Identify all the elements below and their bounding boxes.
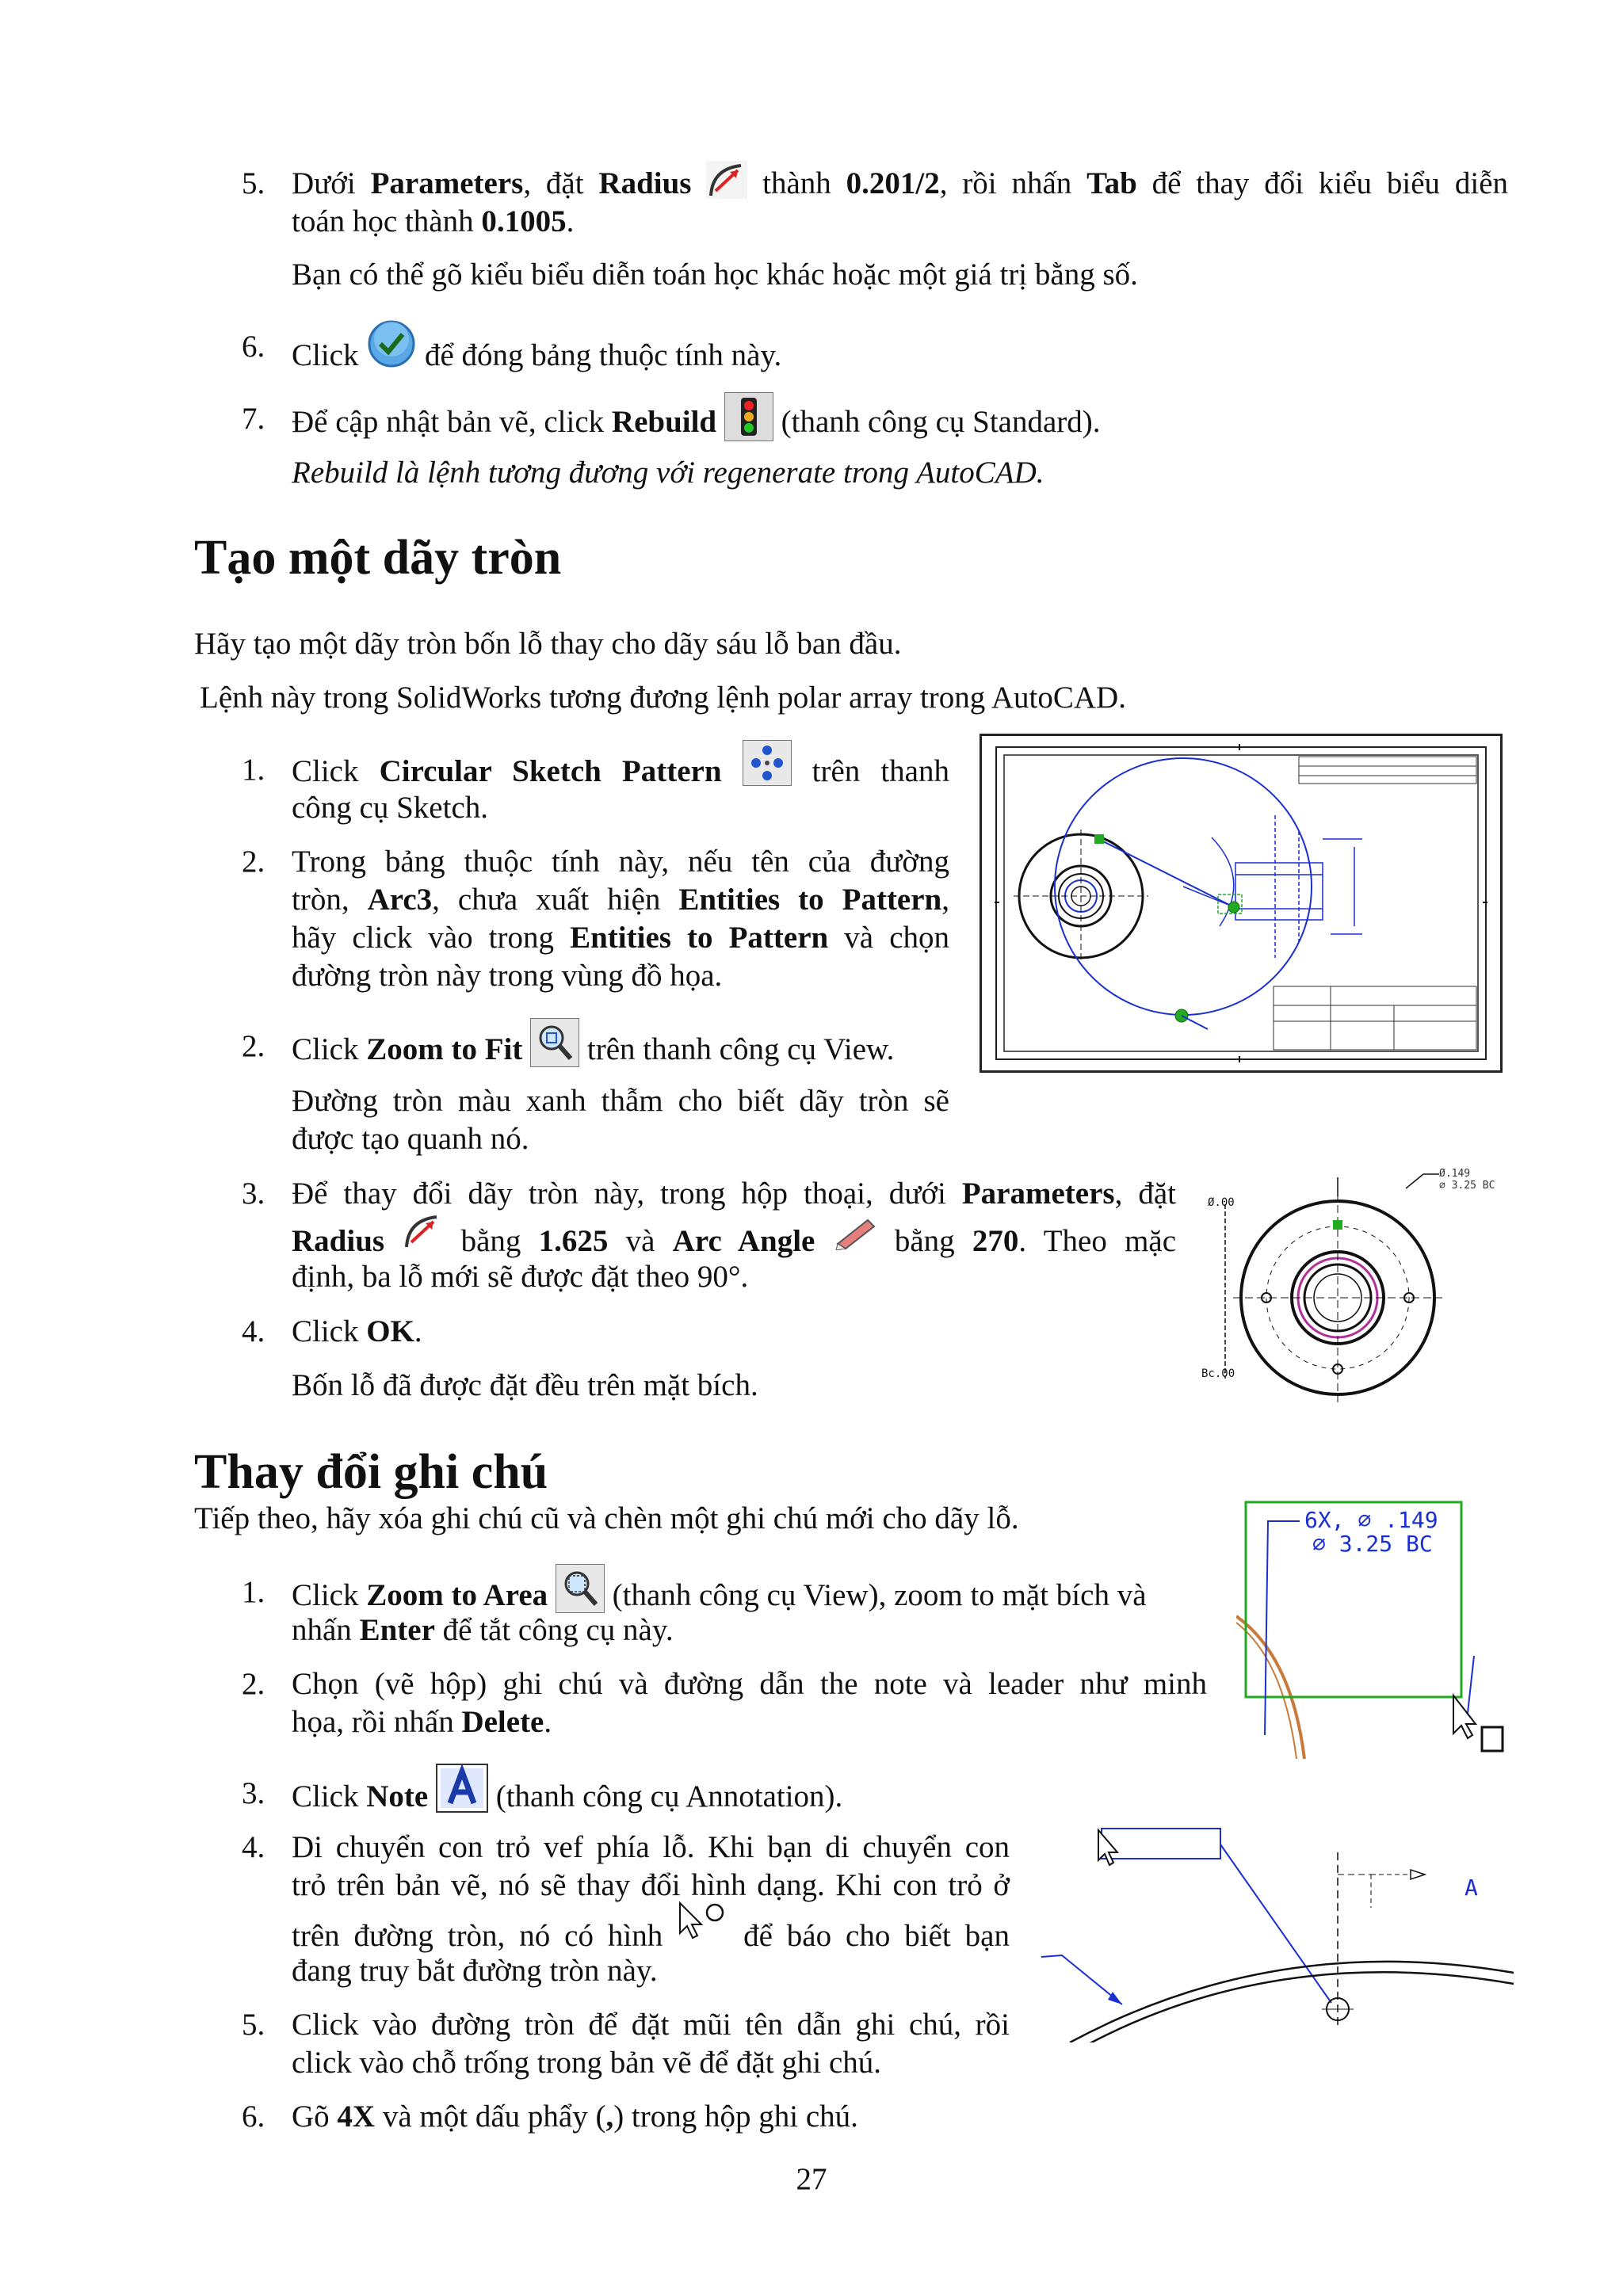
step-number: 6. xyxy=(242,2100,265,2134)
step-text: trỏ trên bản vẽ, nó sẽ thay đổi hình dạng. Khi con trỏ ở xyxy=(292,1868,1010,1902)
paragraph: Tiếp theo, hãy xóa ghi chú cũ và chèn một ghi chú mới cho dãy lỗ. xyxy=(194,1501,1019,1535)
step-number: 1. xyxy=(242,753,265,787)
radius-icon xyxy=(402,1212,443,1260)
step-5-note: Bạn có thể gõ kiểu biểu diễn toán học khác hoặc một giá trị bằng số. xyxy=(292,257,1138,292)
step-text: Click Zoom to Fit trên thanh công cụ View. xyxy=(292,1028,894,1077)
note-selection-figure xyxy=(1236,1497,1514,1767)
step-number: 5. xyxy=(242,166,265,200)
note-line-2: ⌀ 3.25 BC xyxy=(1312,1531,1433,1557)
step-number: 2. xyxy=(242,1029,265,1063)
section-heading: Thay đổi ghi chú xyxy=(194,1445,548,1499)
step-text: đường tròn này trong vùng đồ họa. xyxy=(292,959,723,993)
step-text: nhấn Enter để tắt công cụ này. xyxy=(292,1613,674,1647)
section-heading: Tạo một dãy tròn xyxy=(194,531,562,585)
drawing-sheet-figure xyxy=(980,734,1503,1073)
step-number: 5. xyxy=(242,2008,265,2042)
step-text: họa, rồi nhấn Delete. xyxy=(292,1705,552,1739)
step-number: 4. xyxy=(242,1314,265,1348)
paragraph: Hãy tạo một dãy tròn bốn lỗ thay cho dãy sáu lỗ ban đầu. xyxy=(194,627,902,661)
note-icon xyxy=(436,1764,488,1813)
dimension-label: Ø.00 xyxy=(1208,1196,1235,1209)
circular-pattern-icon xyxy=(743,740,792,786)
step-text: Radius bằng 1.625 và Arc Angle bằng 270. Theo mặc xyxy=(292,1220,1176,1268)
zoom-to-fit-icon xyxy=(530,1018,579,1067)
datum-label: A xyxy=(1465,1875,1478,1901)
dimension-label: Ø.149 ⌀ 3.25 BC xyxy=(1439,1168,1495,1192)
step-text: hãy click vào trong Entities to Pattern và chọn xyxy=(292,921,949,955)
rebuild-traffic-light-icon xyxy=(724,392,773,441)
step-text: Click Zoom to Area (thanh công cụ View), zoom to mặt bích và xyxy=(292,1573,1147,1623)
step-text: click vào chỗ trống trong bản vẽ để đặt ghi chú. xyxy=(292,2046,882,2080)
step-number: 6. xyxy=(242,330,265,364)
zoom-to-area-icon xyxy=(556,1564,605,1613)
step-text: Gõ 4X và một dấu phẩy (,) trong hộp ghi chú. xyxy=(292,2100,858,2134)
step-7-text: Để cập nhật bản vẽ, click Rebuild (thanh công cụ Standard). xyxy=(292,400,1101,449)
step-text: trên đường tròn, nó có hình để báo cho biết bạn xyxy=(292,1914,1010,1963)
leader-figure xyxy=(1038,1821,1514,2042)
note-line-1: 6X, ⌀ .149 xyxy=(1304,1507,1438,1533)
cursor-circle-snap-icon xyxy=(677,1901,729,1951)
step-number: 3. xyxy=(242,1177,265,1211)
step-text: Để thay đổi dãy tròn này, trong hộp thoại, dưới Parameters, đặt xyxy=(292,1177,1176,1211)
ok-check-icon xyxy=(366,318,417,379)
step-number: 4. xyxy=(242,1830,265,1864)
step-text: Trong bảng thuộc tính này, nếu tên của đường xyxy=(292,845,949,879)
paragraph: Lệnh này trong SolidWorks tương đương lệnh polar array trong AutoCAD. xyxy=(200,681,1126,715)
step-text: công cụ Sketch. xyxy=(292,791,489,825)
step-text: Click Circular Sketch Pattern trên thanh xyxy=(292,751,949,797)
step-6-text: Click để đóng bảng thuộc tính này. xyxy=(292,328,781,388)
step-text: Click Note (thanh công cụ Annotation). xyxy=(292,1775,842,1824)
step-number: 2. xyxy=(242,845,265,879)
step-text: Click OK. xyxy=(292,1314,422,1348)
step-note: được tạo quanh nó. xyxy=(292,1122,529,1156)
step-text: Click vào đường tròn để đặt mũi tên dẫn ghi chú, rồi xyxy=(292,2008,1010,2042)
step-5-line2: toán học thành 0.1005. xyxy=(292,204,575,238)
step-number: 3. xyxy=(242,1776,265,1810)
step-text: định, ba lỗ mới sẽ được đặt theo 90°. xyxy=(292,1260,749,1294)
step-7-note: Rebuild là lệnh tương đương với regenerate trong AutoCAD. xyxy=(292,456,1044,490)
step-number: 7. xyxy=(242,402,265,436)
step-note: Bốn lỗ đã được đặt đều trên mặt bích. xyxy=(292,1368,758,1402)
step-text: Di chuyển con trỏ vef phía lỗ. Khi bạn di chuyển con xyxy=(292,1830,1010,1864)
flange-figure xyxy=(1201,1165,1510,1402)
page-number: 27 xyxy=(796,2162,827,2196)
step-note: Đường tròn màu xanh thẫm cho biết dãy tròn sẽ xyxy=(292,1084,949,1118)
radius-icon xyxy=(706,161,747,199)
step-text: đang truy bắt đường tròn này. xyxy=(292,1954,658,1988)
step-number: 1. xyxy=(242,1575,265,1609)
step-text: tròn, Arc3, chưa xuất hiện Entities to Pattern, xyxy=(292,883,949,917)
step-text: Chọn (vẽ hộp) ghi chú và đường dẫn the note và leader như minh xyxy=(292,1667,1207,1701)
dimension-label: Bc.00 xyxy=(1201,1367,1235,1380)
step-5-text: Dưới Parameters, đặt Radius thành 0.201/2, rồi nhấn Tab để thay đổi kiểu biểu diễn xyxy=(292,165,1508,205)
step-number: 2. xyxy=(242,1667,265,1701)
arc-angle-icon xyxy=(833,1212,877,1260)
